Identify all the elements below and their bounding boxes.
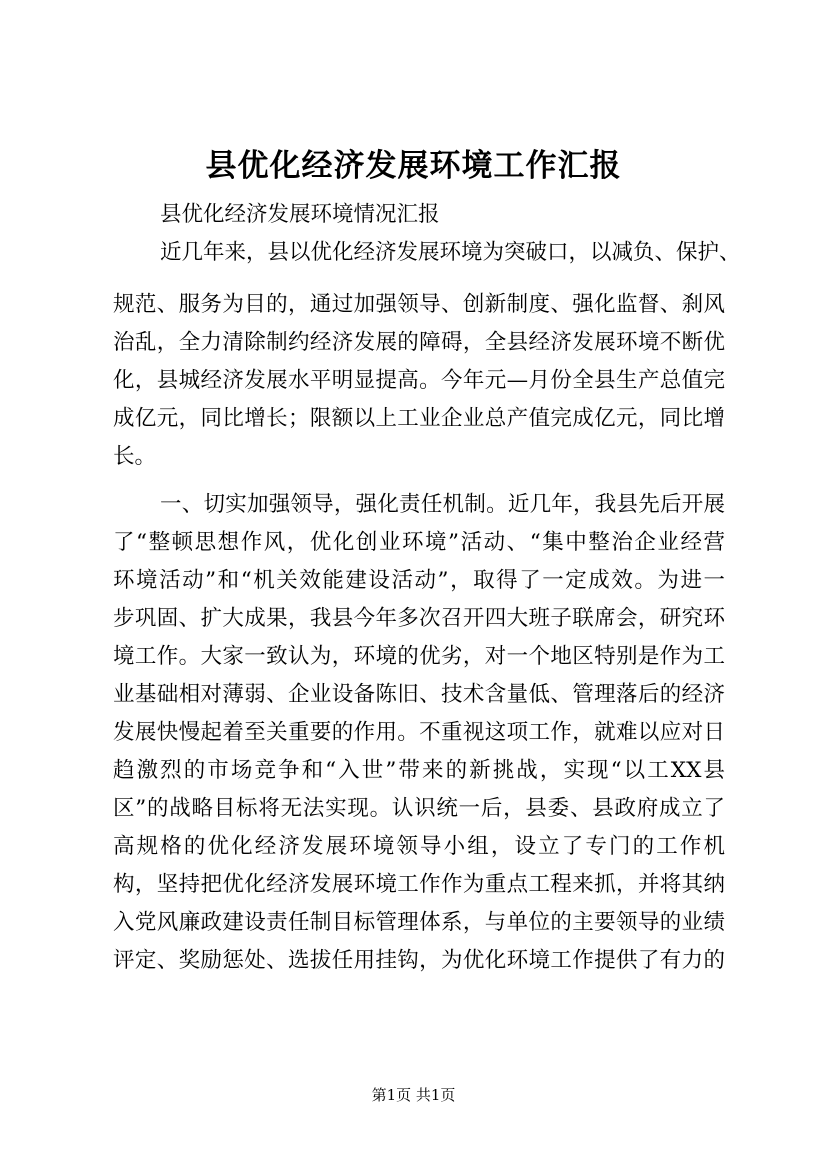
paragraph-1-line-3: 治乱，全力清除制约经济发展的障碍，全县经济发展环境不断优 — [113, 330, 725, 355]
paragraph-1-line-4: 化，县城经济发展水平明显提高。今年元—月份全县生产总值完 — [113, 368, 725, 393]
paragraph-1-line-2: 规范、服务为目的，通过加强领导、创新制度、强化监督、刹风 — [113, 292, 725, 317]
paragraph-2-line-12: 入党风廉政建设责任制目标管理体系，与单位的主要领导的业绩 — [113, 910, 725, 935]
paragraph-2-line-6: 业基础相对薄弱、企业设备陈旧、技术含量低、管理落后的经济 — [113, 682, 725, 707]
paragraph-2-line-8: 趋激烈的市场竞争和“入世”带来的新挑战，实现“以工XX县 — [113, 758, 725, 783]
page-footer: 第1页 共1页 — [371, 1086, 456, 1104]
paragraph-2-line-10: 高规格的优化经济发展环境领导小组，设立了专门的工作机 — [113, 834, 725, 859]
paragraph-1-line-5: 成亿元，同比增长；限额以上工业企业总产值完成亿元，同比增 — [113, 406, 725, 431]
paragraph-2-line-2: 了“整顿思想作风，优化创业环境”活动、“集中整治企业经营 — [113, 530, 725, 555]
paragraph-2-line-1: 一、切实加强领导，强化责任机制。近几年，我县先后开展 — [160, 492, 725, 517]
paragraph-2-line-9: 区”的战略目标将无法实现。认识统一后，县委、县政府成立了 — [113, 796, 725, 821]
document-title: 县优化经济发展环境工作汇报 — [205, 148, 622, 184]
paragraph-2-line-11: 构，坚持把优化经济发展环境工作作为重点工程来抓，并将其纳 — [113, 872, 725, 897]
paragraph-2-line-5: 境工作。大家一致认为，环境的优劣，对一个地区特别是作为工 — [113, 644, 725, 669]
paragraph-2-line-7: 发展快慢起着至关重要的作用。不重视这项工作，就难以应对日 — [113, 720, 725, 745]
paragraph-2-line-3: 环境活动”和“机关效能建设活动”，取得了一定成效。为进一 — [113, 568, 725, 593]
document-subtitle: 县优化经济发展环境情况汇报 — [160, 202, 440, 227]
paragraph-1-line-1: 近几年来，县以优化经济发展环境为突破口，以减负、保护、 — [160, 240, 741, 265]
paragraph-2-line-13: 评定、奖励惩处、选拔任用挂钩，为优化环境工作提供了有力的 — [113, 948, 725, 973]
paragraph-2-line-4: 步巩固、扩大成果，我县今年多次召开四大班子联席会，研究环 — [113, 606, 725, 631]
paragraph-1-line-6: 长。 — [113, 444, 157, 469]
